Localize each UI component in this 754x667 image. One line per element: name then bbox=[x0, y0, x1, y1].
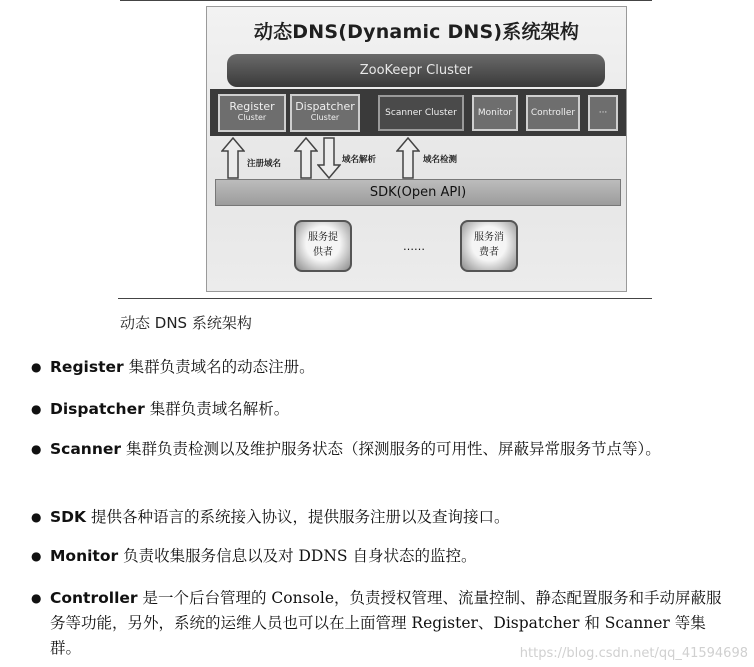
register-cluster-label: Register bbox=[229, 100, 275, 113]
service-consumer-box bbox=[460, 220, 518, 272]
dispatcher-cluster-box bbox=[290, 94, 360, 132]
bullet-term: Dispatcher bbox=[50, 400, 145, 418]
bullet-desc: 集群负责域名解析。 bbox=[149, 400, 290, 418]
monitor-label: Monitor bbox=[477, 108, 513, 118]
scanner-cluster-box bbox=[378, 95, 464, 131]
bullet-term: Scanner bbox=[50, 440, 122, 458]
cluster-strip bbox=[210, 89, 626, 136]
bottom-rule bbox=[118, 298, 652, 299]
diagram-title: 动态DNS(Dynamic DNS)系统架构 bbox=[253, 21, 580, 43]
register-cluster-box bbox=[218, 94, 286, 132]
bullet-term: SDK bbox=[50, 508, 87, 526]
service-provider-line2: 供者 bbox=[313, 247, 333, 258]
architecture-diagram bbox=[206, 6, 627, 292]
bullet-desc: 是一个后台管理的 Console，负责授权管理、流量控制、静态配置服务和手动屏蔽服务等功能，另外，系统的运维人员也可以在上面管理 Register、Dispatcher 和 Scanner 等集群。 bbox=[50, 589, 722, 657]
bullet-dot-icon: ● bbox=[31, 591, 42, 605]
bullet-register bbox=[31, 355, 731, 380]
service-consumer-line1: 服务消 bbox=[474, 232, 504, 243]
controller-label: Controller bbox=[530, 108, 576, 118]
monitor-box bbox=[472, 95, 518, 131]
more-label: ··· bbox=[598, 108, 608, 118]
scanner-cluster-label: Scanner Cluster bbox=[385, 108, 457, 118]
bullet-scanner bbox=[31, 437, 731, 462]
bullet-dot-icon: ● bbox=[31, 442, 42, 456]
bullet-dot-icon: ● bbox=[31, 360, 42, 374]
service-provider-line1: 服务提 bbox=[308, 232, 338, 243]
bullet-dot-icon: ● bbox=[31, 510, 42, 524]
scanner-arrow-label: 域名检测 bbox=[423, 155, 458, 165]
bullet-term: Monitor bbox=[50, 547, 119, 565]
sdk-open-api-bar: SDK(Open API) bbox=[215, 179, 621, 206]
figure-caption: 动态 DNS 系统架构 bbox=[120, 314, 252, 332]
zookeeper-cluster-bar: ZooKeepr Cluster bbox=[227, 54, 605, 87]
bullet-desc: 负责收集服务信息以及对 DDNS 自身状态的监控。 bbox=[123, 547, 477, 565]
bullet-dot-icon: ● bbox=[31, 549, 42, 563]
bullet-dot-icon: ● bbox=[31, 402, 42, 416]
bullet-sdk bbox=[31, 505, 731, 530]
scanner-up-arrow-icon bbox=[396, 137, 420, 179]
dispatcher-down-arrow-icon bbox=[317, 137, 341, 179]
bullet-monitor bbox=[31, 544, 731, 569]
more-box bbox=[588, 95, 618, 131]
register-up-arrow-icon bbox=[221, 137, 245, 179]
service-consumer-line2: 费者 bbox=[479, 247, 499, 258]
bullet-desc: 提供各种语言的系统接入协议，提供服务注册以及查询接口。 bbox=[90, 508, 510, 526]
bullet-term: Register bbox=[50, 358, 124, 376]
register-arrow-label: 注册域名 bbox=[247, 159, 282, 169]
dispatcher-cluster-label: Dispatcher bbox=[295, 100, 355, 113]
ellipsis-dots: …… bbox=[403, 240, 425, 253]
bullet-dispatcher bbox=[31, 397, 731, 422]
dispatcher-cluster-sublabel: Cluster bbox=[310, 113, 340, 122]
watermark-text: https://blog.csdn.net/qq_41594698 bbox=[519, 646, 748, 661]
bullet-desc: 集群负责域名的动态注册。 bbox=[128, 358, 315, 376]
top-rule bbox=[120, 0, 652, 1]
dispatcher-up-arrow-icon bbox=[294, 137, 318, 179]
bullet-term: Controller bbox=[50, 589, 138, 607]
bullet-desc: 集群负责检测以及维护服务状态（探测服务的可用性、屏蔽异常服务节点等）。 bbox=[125, 440, 661, 458]
controller-box bbox=[526, 95, 580, 131]
dispatcher-arrow-label: 域名解析 bbox=[342, 155, 377, 165]
register-cluster-sublabel: Cluster bbox=[237, 113, 267, 122]
service-provider-box bbox=[294, 220, 352, 272]
